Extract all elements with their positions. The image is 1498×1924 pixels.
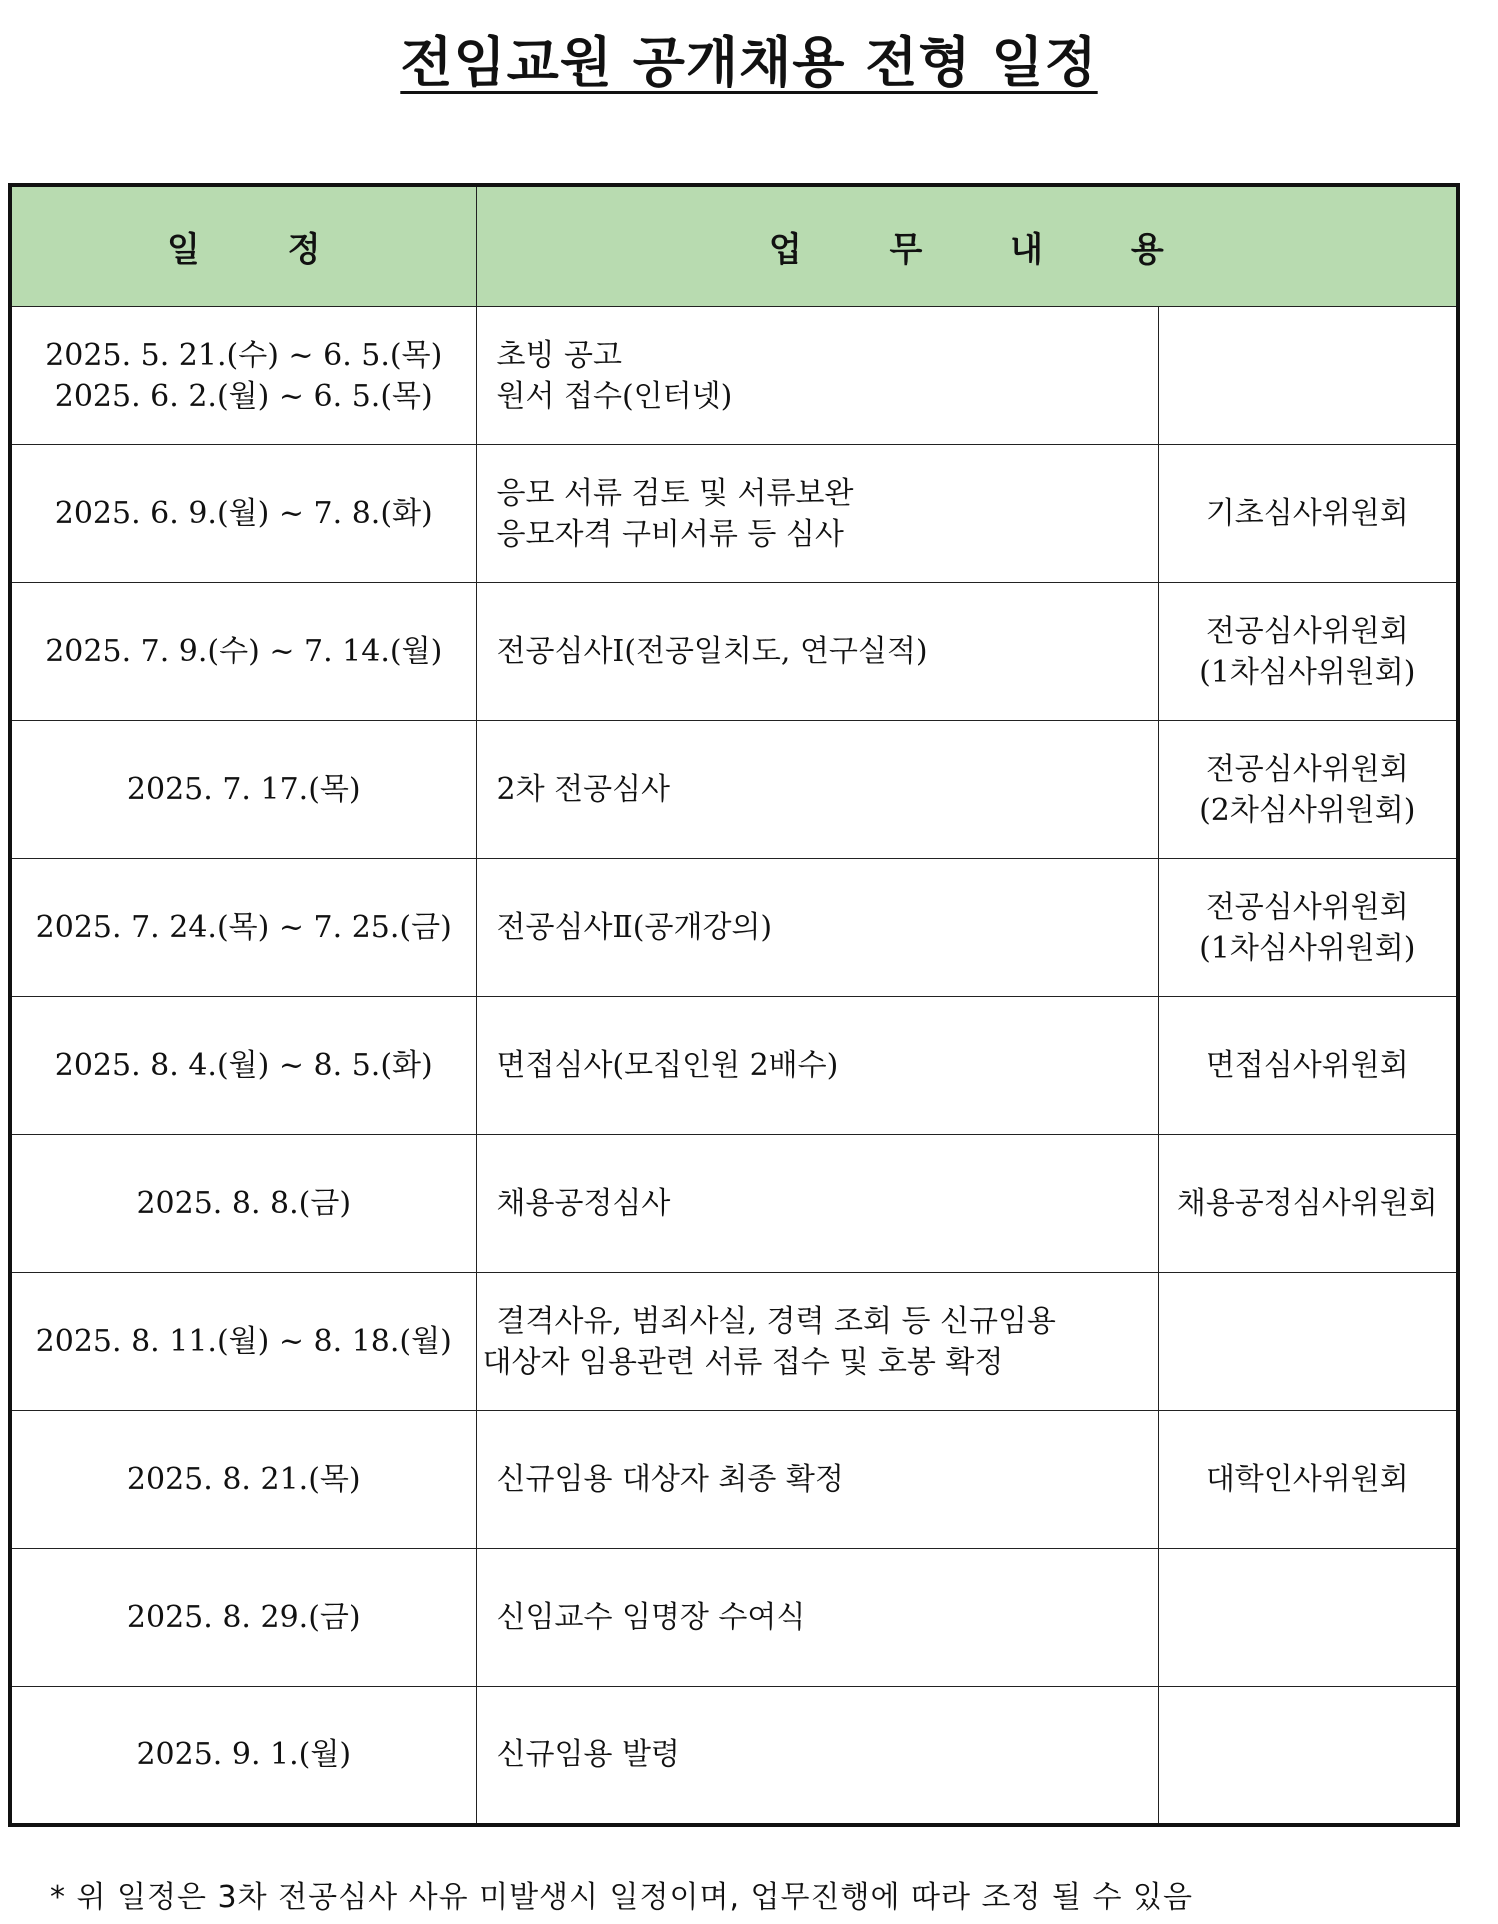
task-description-line: 채용공정심사 bbox=[496, 1186, 671, 1221]
responsible-committee bbox=[1158, 1549, 1458, 1687]
task-description bbox=[476, 1687, 1158, 1825]
schedule-date bbox=[10, 1411, 476, 1549]
responsible-committee bbox=[1158, 721, 1458, 859]
table-row bbox=[10, 1687, 1458, 1825]
responsible-committee bbox=[1158, 1273, 1458, 1411]
responsible-committee bbox=[1158, 1135, 1458, 1273]
table-header-row bbox=[10, 185, 1458, 307]
table-row bbox=[10, 1411, 1458, 1549]
responsible-committee bbox=[1158, 1411, 1458, 1549]
page-title-text: 전임교원 공개채용 전형 일정 bbox=[400, 31, 1098, 94]
schedule-date-line: 2025. 7. 9.(수) ~ 7. 14.(월) bbox=[45, 634, 443, 669]
task-description bbox=[476, 859, 1158, 997]
schedule-date bbox=[10, 1687, 476, 1825]
task-description bbox=[476, 997, 1158, 1135]
schedule-date-line: 2025. 6. 9.(월) ~ 7. 8.(화) bbox=[54, 496, 433, 531]
schedule-date bbox=[10, 307, 476, 445]
task-description bbox=[476, 583, 1158, 721]
schedule-date-line: 2025. 7. 24.(목) ~ 7. 25.(금) bbox=[35, 910, 452, 945]
header-task: 업 무 내 용 bbox=[476, 185, 1458, 307]
task-description-line: 전공심사Ⅱ(공개강의) bbox=[496, 910, 773, 945]
page-title bbox=[0, 20, 1498, 97]
responsible-committee bbox=[1158, 997, 1458, 1135]
table-row bbox=[10, 1135, 1458, 1273]
table-row bbox=[10, 1549, 1458, 1687]
responsible-committee-line: 대학인사위원회 bbox=[1205, 1462, 1409, 1497]
schedule-date bbox=[10, 1273, 476, 1411]
task-description bbox=[476, 445, 1158, 583]
table-row bbox=[10, 445, 1458, 583]
responsible-committee bbox=[1158, 583, 1458, 721]
schedule-date-line: 2025. 7. 17.(목) bbox=[126, 772, 361, 807]
schedule-date-line: 2025. 8. 29.(금) bbox=[126, 1600, 361, 1635]
task-description-line: 응모자격 구비서류 등 심사 bbox=[496, 516, 844, 552]
footnote: * 위 일정은 3차 전공심사 사유 미발생시 일정이며, 업무진행에 따라 조정 될 수 있음 bbox=[50, 1880, 1193, 1915]
task-description bbox=[476, 1549, 1158, 1687]
responsible-committee-line: (2차심사위원회) bbox=[1199, 792, 1416, 828]
task-description-line: 초빙 공고 bbox=[496, 337, 622, 373]
task-description-line: 대상자 임용관련 서류 접수 및 호봉 확정 bbox=[482, 1344, 1004, 1380]
task-description bbox=[476, 721, 1158, 859]
schedule-date-line: 2025. 8. 8.(금) bbox=[136, 1186, 352, 1221]
task-description-line: 전공심사Ⅰ(전공일치도, 연구실적) bbox=[496, 634, 928, 669]
schedule-date-line: 2025. 9. 1.(월) bbox=[136, 1737, 352, 1773]
schedule-date-line: 2025. 8. 21.(목) bbox=[126, 1462, 361, 1497]
schedule-date bbox=[10, 721, 476, 859]
header-date: 일 정 bbox=[10, 185, 476, 307]
responsible-committee-line: 전공심사위원회 bbox=[1205, 613, 1409, 649]
schedule-date bbox=[10, 997, 476, 1135]
task-description-line: 신임교수 임명장 수여식 bbox=[496, 1600, 806, 1635]
table-row bbox=[10, 721, 1458, 859]
schedule-date bbox=[10, 859, 476, 997]
task-description bbox=[476, 1135, 1158, 1273]
schedule-date bbox=[10, 1549, 476, 1687]
schedule-date-line: 2025. 8. 4.(월) ~ 8. 5.(화) bbox=[54, 1048, 433, 1083]
schedule-date bbox=[10, 1135, 476, 1273]
task-description-line: 면접심사(모집인원 2배수) bbox=[496, 1048, 839, 1083]
responsible-committee-line: 채용공정심사위원회 bbox=[1176, 1186, 1438, 1221]
task-description-line: 2차 전공심사 bbox=[496, 772, 671, 807]
responsible-committee-line: 전공심사위원회 bbox=[1205, 889, 1409, 925]
responsible-committee-line: 기초심사위원회 bbox=[1205, 496, 1409, 531]
schedule-body bbox=[10, 307, 1458, 1825]
task-description-line: 신규임용 대상자 최종 확정 bbox=[496, 1462, 844, 1497]
responsible-committee bbox=[1158, 859, 1458, 997]
task-description bbox=[476, 1273, 1158, 1411]
table-row bbox=[10, 997, 1458, 1135]
table-row bbox=[10, 1273, 1458, 1411]
table-row bbox=[10, 307, 1458, 445]
schedule-table bbox=[8, 183, 1460, 1827]
task-description bbox=[476, 307, 1158, 445]
responsible-committee-line: 전공심사위원회 bbox=[1205, 751, 1409, 787]
responsible-committee bbox=[1158, 445, 1458, 583]
task-description-line: 응모 서류 검토 및 서류보완 bbox=[496, 475, 854, 511]
schedule-date bbox=[10, 583, 476, 721]
task-description-line: 원서 접수(인터넷) bbox=[496, 378, 733, 414]
schedule-date-line: 2025. 6. 2.(월) ~ 6. 5.(목) bbox=[54, 378, 433, 414]
table-row bbox=[10, 583, 1458, 721]
task-description bbox=[476, 1411, 1158, 1549]
responsible-committee-line: (1차심사위원회) bbox=[1199, 930, 1416, 966]
task-description-line: 신규임용 발령 bbox=[496, 1737, 680, 1773]
responsible-committee-line: 면접심사위원회 bbox=[1205, 1048, 1409, 1083]
responsible-committee-line: (1차심사위원회) bbox=[1199, 654, 1416, 690]
schedule-date-line: 2025. 8. 11.(월) ~ 8. 18.(월) bbox=[35, 1324, 452, 1359]
schedule-date bbox=[10, 445, 476, 583]
responsible-committee bbox=[1158, 1687, 1458, 1825]
task-description-line: 결격사유, 범죄사실, 경력 조회 등 신규임용 bbox=[496, 1303, 1056, 1339]
schedule-date-line: 2025. 5. 21.(수) ~ 6. 5.(목) bbox=[45, 337, 443, 373]
table-row bbox=[10, 859, 1458, 997]
responsible-committee bbox=[1158, 307, 1458, 445]
